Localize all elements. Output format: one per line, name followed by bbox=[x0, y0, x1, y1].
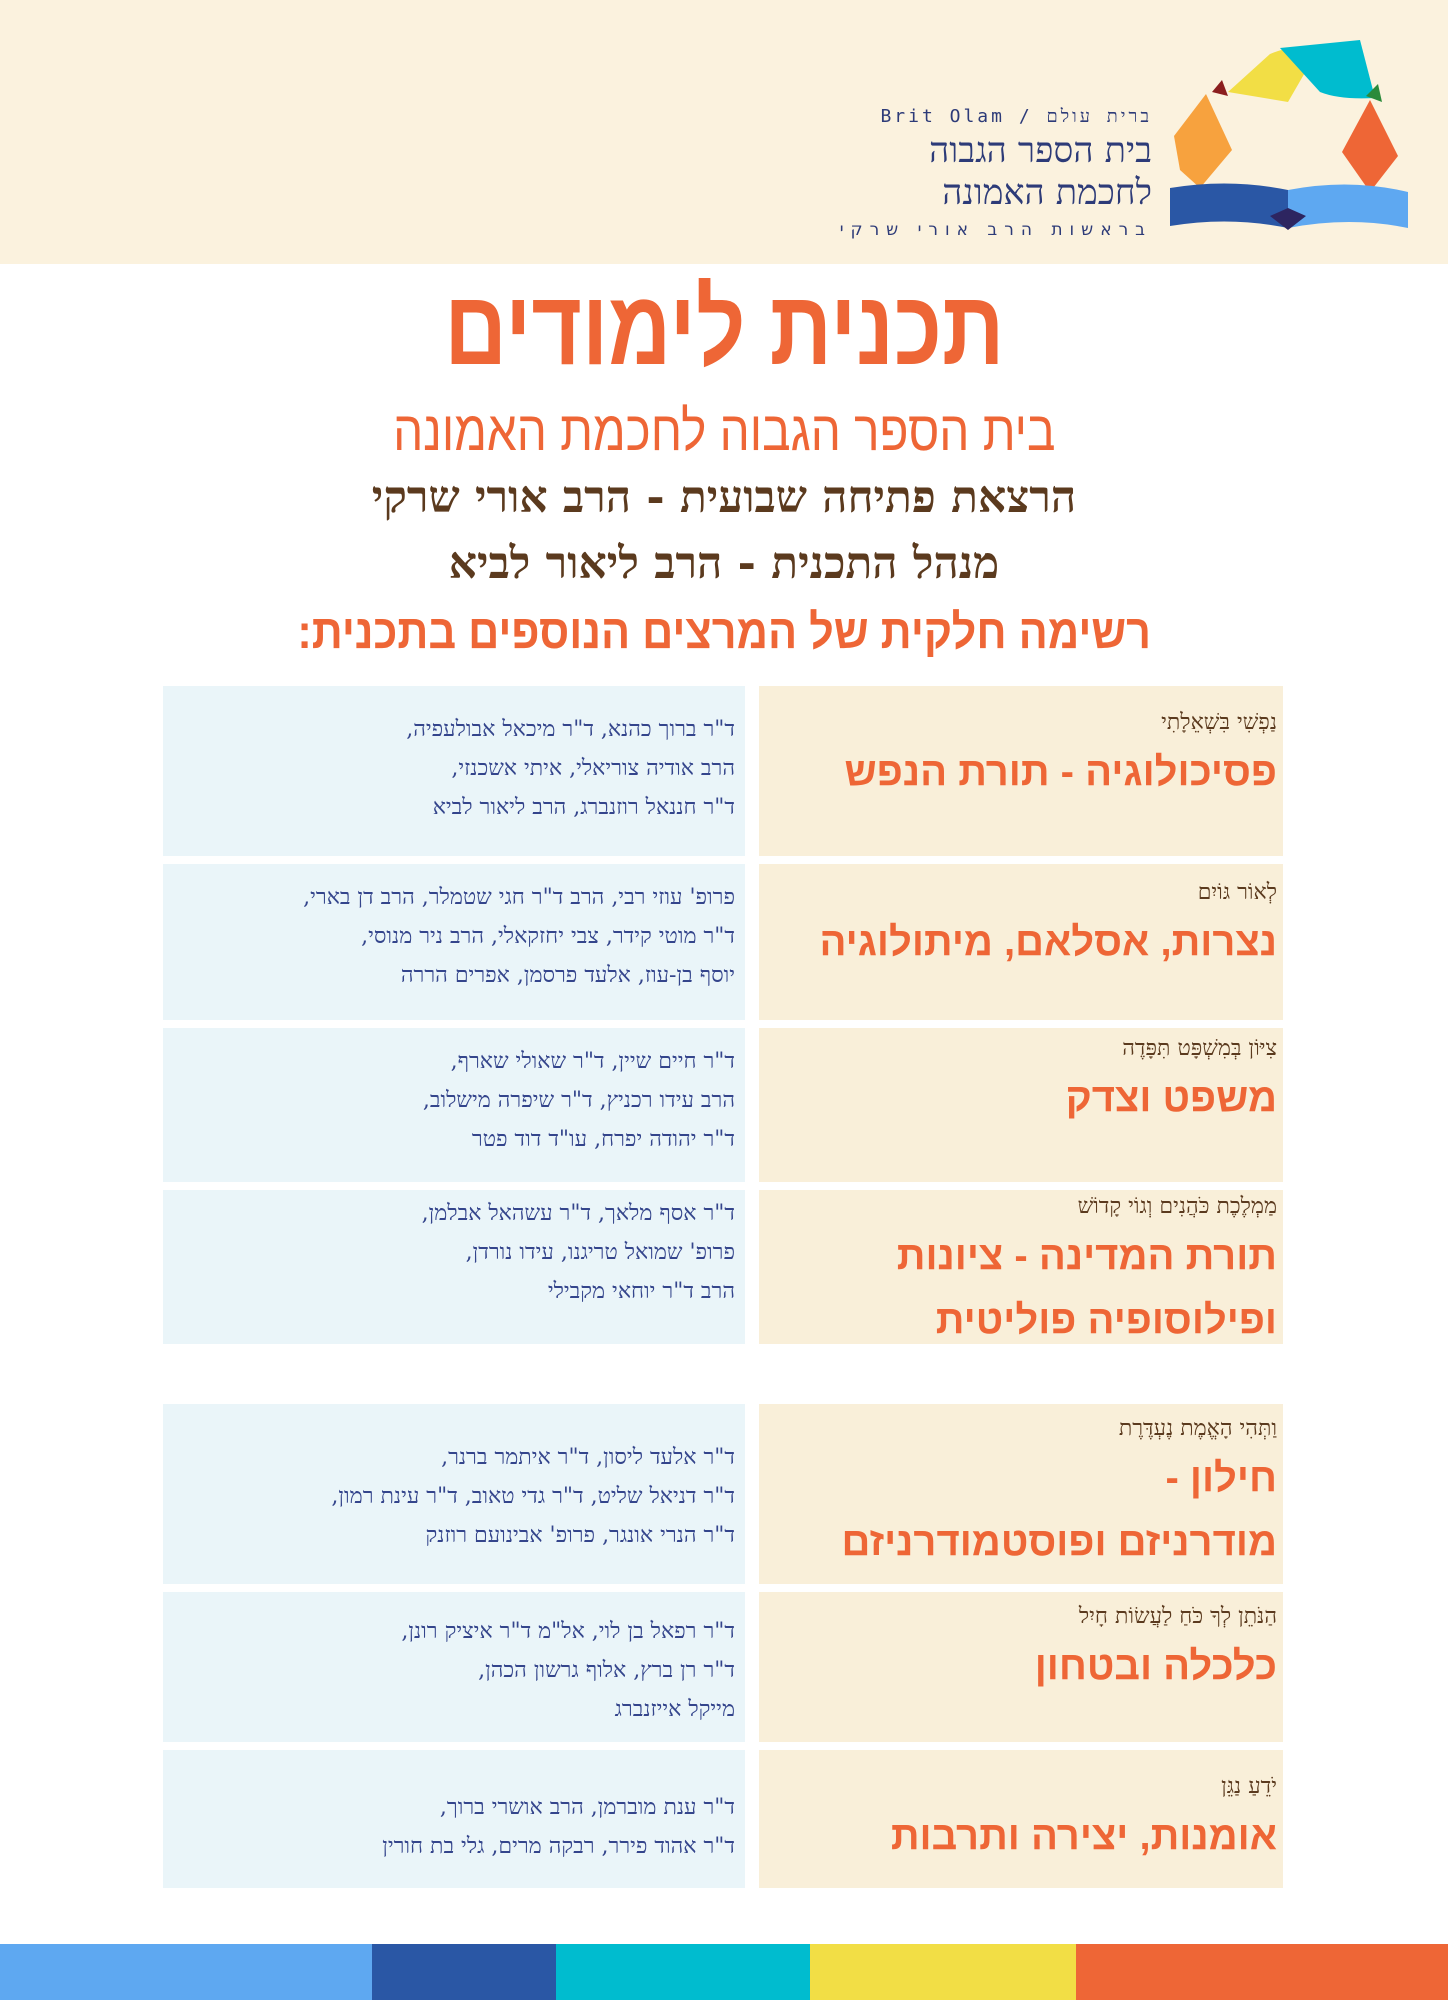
lecturers-cell bbox=[163, 686, 745, 856]
lecturers-line: ד"ר רן ברץ, אלוף גרשון הכהן, bbox=[478, 1658, 735, 1683]
stripe-light-blue bbox=[0, 1944, 372, 2000]
lecturers-line: ד"ר דניאל שליט, ד"ר גדי טאוב, ד"ר עינת רמון, bbox=[331, 1484, 735, 1509]
topic-verse: הַנֹּתֵן לְךָ כֹּחַ לַעֲשׂוֹת חָיִל bbox=[1078, 1604, 1277, 1629]
lecturers-line: הרב אודיה צוריאלי, איתי אשכנזי, bbox=[451, 756, 735, 781]
stripe-teal bbox=[556, 1944, 810, 2000]
lecturers-line: ד"ר חננאל רוזנברג, הרב ליאור לביא bbox=[432, 795, 735, 820]
topic-title-line-1: חילון - bbox=[1165, 1456, 1277, 1500]
topic-title-line-1: תורת המדינה - ציונות bbox=[896, 1234, 1277, 1278]
lecturers-line: פרופ' שמואל טריגנו, עידו נורדן, bbox=[465, 1240, 735, 1265]
topic-verse: וַתְּהִי הָאֱמֶת נֶעְדֶּרֶת bbox=[1118, 1416, 1277, 1441]
lecturers-line: הרב ד"ר יוחאי מקבילי bbox=[547, 1279, 735, 1304]
topic-cell bbox=[759, 1592, 1283, 1742]
topic-cell bbox=[759, 1190, 1283, 1344]
opening-lecture: הרצאת פתיחה שבועית - הרב אורי שרקי bbox=[371, 472, 1077, 523]
lecturers-line: פרופ' עוזי רבי, הרב ד"ר חגי שטמלר, הרב דן בארי, bbox=[303, 885, 735, 910]
lecturers-heading: רשימה חלקית של המרצים הנוספים בתכנית: bbox=[297, 606, 1152, 659]
page-title: תכנית לימודים bbox=[444, 269, 1005, 387]
lecturers-line: ד"ר יהודה יפרח, עו"ד דוד פטר bbox=[471, 1127, 735, 1152]
topic-row-secularism bbox=[163, 1404, 1283, 1584]
lecturers-line: ד"ר ענת מוברמן, הרב אושרי ברוך, bbox=[439, 1795, 735, 1820]
brand-under-line: בראשות הרב אורי שרקי bbox=[839, 220, 1152, 240]
header-band bbox=[0, 0, 1448, 264]
color-stripe-footer bbox=[0, 1944, 1448, 2000]
topic-title-line-2: ופילוסופיה פוליטית bbox=[935, 1298, 1277, 1342]
lecturers-cell bbox=[163, 1404, 745, 1584]
lecturers-line: ד"ר אלעד ליסון, ד"ר איתמר ברנר, bbox=[441, 1445, 735, 1470]
topic-cell bbox=[759, 1404, 1283, 1584]
topic-row-state bbox=[163, 1190, 1283, 1344]
topic-title: פסיכולוגיה - תורת הנפש bbox=[844, 750, 1277, 794]
topic-row-religions bbox=[163, 864, 1283, 1020]
stripe-dark-blue bbox=[372, 1944, 556, 2000]
program-director: מנהל התכנית - הרב ליאור לביא bbox=[448, 538, 1000, 589]
lecturers-line: ד"ר רפאל בן לוי, אל"מ ד"ר איציק רונן, bbox=[401, 1619, 735, 1644]
lecturers-line: ד"ר חיים שיין, ד"ר שאולי שארף, bbox=[450, 1049, 735, 1074]
lecturers-line: ד"ר הנרי אונגר, פרופ' אבינועם רוזנק bbox=[425, 1523, 735, 1548]
lecturers-line: הרב עידו רכניץ, ד"ר שיפרה מישלוב, bbox=[422, 1088, 735, 1113]
topic-cell bbox=[759, 1028, 1283, 1182]
lecturers-cell bbox=[163, 1750, 745, 1888]
topic-verse: נַפְשִׁי בִּשְׁאֵלָתִי bbox=[1161, 710, 1277, 735]
topic-title: נצרות, אסלאם, מיתולוגיה bbox=[819, 920, 1277, 964]
lecturers-line: ד"ר אסף מלאך, ד"ר עשהאל אבלמן, bbox=[421, 1201, 735, 1226]
lecturers-cell bbox=[163, 1190, 745, 1344]
topic-verse: לְאוֹר גּוֹיִם bbox=[1197, 880, 1277, 905]
lecturers-line: יוסף בן-עוז, אלעד פרסמן, אפרים הררה bbox=[400, 963, 735, 988]
topic-row-arts bbox=[163, 1750, 1283, 1888]
topic-verse: צִיּוֹן בְּמִשְׁפָּט תִּפָּדֶה bbox=[1122, 1036, 1277, 1061]
page-subtitle: בית הספר הגבוה לחכמת האמונה bbox=[393, 399, 1056, 462]
topic-cell bbox=[759, 864, 1283, 1020]
topic-verse: יֹדֵעַ נַגֵּן bbox=[1221, 1774, 1277, 1799]
brand-latin-line: Brit Olam / ברית עולם bbox=[880, 106, 1152, 127]
topic-cell bbox=[759, 686, 1283, 856]
topic-row-economy bbox=[163, 1592, 1283, 1742]
brand-text-block bbox=[832, 104, 1152, 240]
topic-title: משפט וצדק bbox=[1065, 1076, 1277, 1120]
brand-name-line-2: לחכמת האמונה bbox=[942, 173, 1152, 213]
stripe-yellow bbox=[810, 1944, 1076, 2000]
topic-cell bbox=[759, 1750, 1283, 1888]
lecturers-cell bbox=[163, 1028, 745, 1182]
lecturers-line: ד"ר אהוד פירר, רבקה מרים, גלי בת חורין bbox=[382, 1834, 735, 1859]
lecturers-line: ד"ר ברוך כהנא, ד"ר מיכאל אבולעפיה, bbox=[406, 717, 735, 742]
lecturers-line: ד"ר מוטי קידר, צבי יחזקאלי, הרב ניר מנוסי, bbox=[361, 924, 735, 949]
topic-title: כלכלה ובטחון bbox=[1034, 1644, 1277, 1688]
brand-name-line-1: בית הספר הגבוה bbox=[929, 131, 1152, 171]
topic-title: אומנות, יצירה ותרבות bbox=[890, 1814, 1277, 1858]
lecturers-cell bbox=[163, 864, 745, 1020]
topic-verse: מַמְלֶכֶת כֹּהֲנִים וְגוֹי קָדוֹשׁ bbox=[1077, 1194, 1277, 1219]
topic-row-psychology bbox=[163, 686, 1283, 856]
lecturers-line: מייקל אייזנברג bbox=[614, 1697, 735, 1722]
stripe-orange bbox=[1076, 1944, 1448, 2000]
logo-icon bbox=[1170, 40, 1410, 236]
topic-row-justice bbox=[163, 1028, 1283, 1182]
lecturers-cell bbox=[163, 1592, 745, 1742]
topic-title-line-2: מודרניזם ופוסטמודרניזם bbox=[841, 1520, 1277, 1564]
